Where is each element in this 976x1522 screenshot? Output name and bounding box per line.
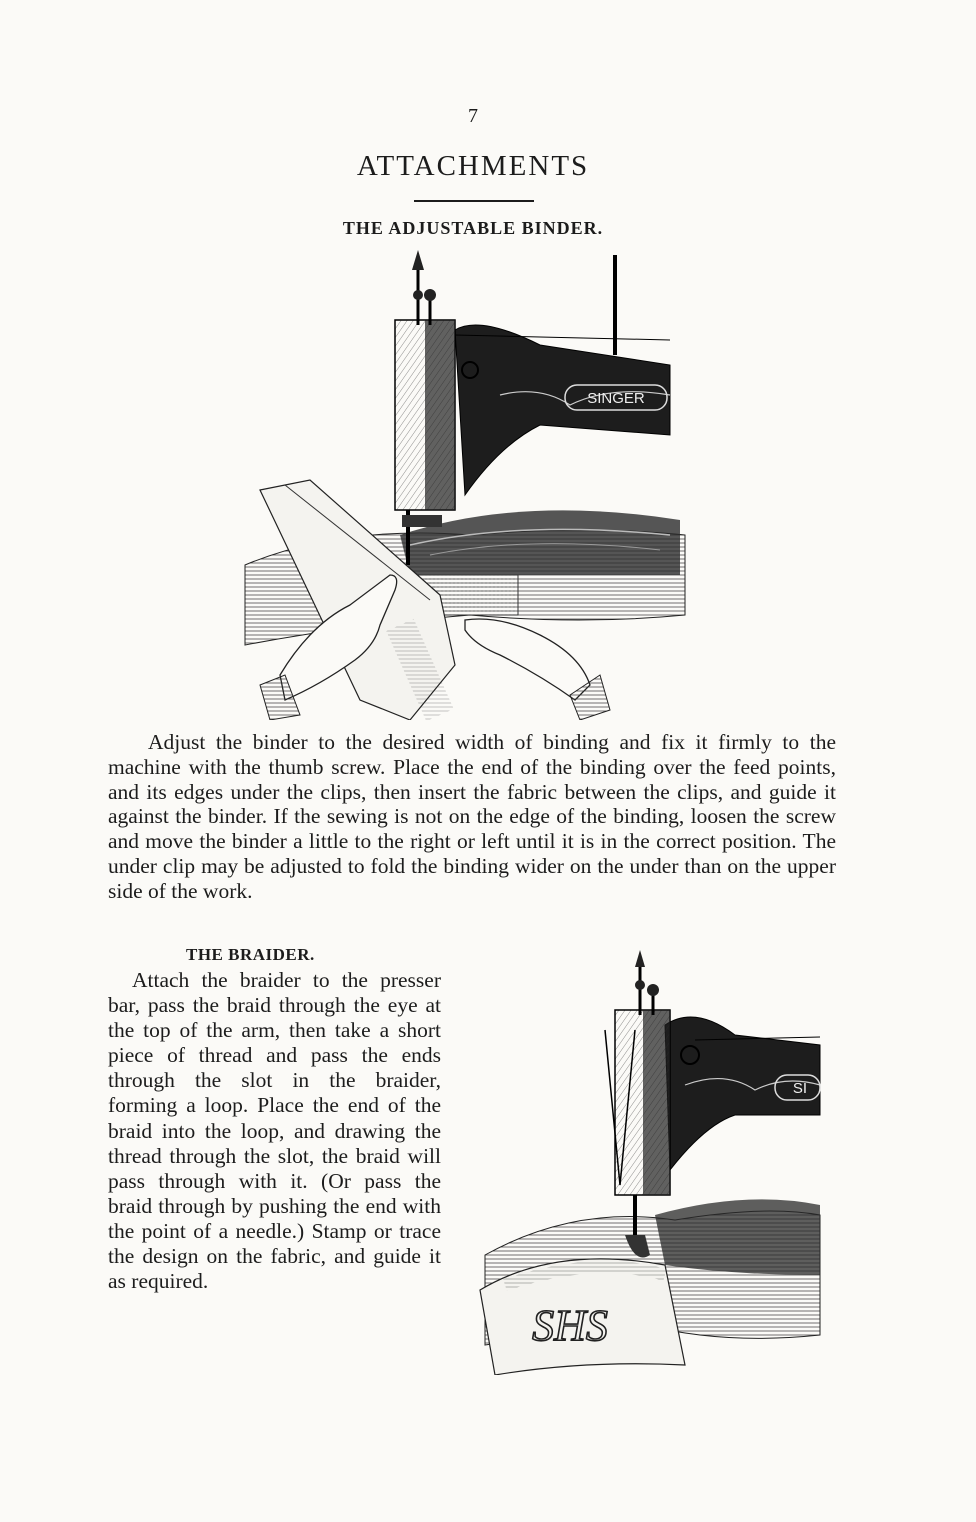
binder-instructions: Adjust the binder to the desired width of binding and fix it firmly to the machine with the thumb screw. Place the end of the binding over the feed points, and its edges under the clips, then insert the fabric between the clips, and guide it against the binder. If the sewing is not on the edge of the binding, loosen the screw and move the binder a little to the right or left until it is in the correct position. The under clip may be adjusted to fold the binding wider on the under than on the upper side of the work. [108, 730, 836, 903]
machine-label: SINGER [587, 390, 645, 407]
braider-section-heading: THE BRAIDER. [186, 945, 315, 964]
binder-section-heading: THE ADJUSTABLE BINDER. [342, 218, 604, 238]
title-divider [414, 200, 534, 202]
binder-illustration [240, 245, 690, 720]
machine-label: SI [792, 1080, 808, 1097]
braider-illustration [475, 945, 825, 1375]
page-title: ATTACHMENTS [356, 150, 590, 182]
page-number: 7 [468, 105, 478, 127]
braider-instructions: Attach the braider to the presser bar, pass the braid through the eye at the top of the arm, then take a short piece of thread and pass the ends through the slot in the braider, forming a loop. Place the end of the braid into the loop, and drawing the thread through the slot, the braid will pass through with it. (Or pass the braid through by pushing the end with the point of a needle.) Stamp or trace the design on the fabric, and guide it as required. [108, 968, 441, 1294]
braid-design: SHS [532, 1301, 608, 1350]
